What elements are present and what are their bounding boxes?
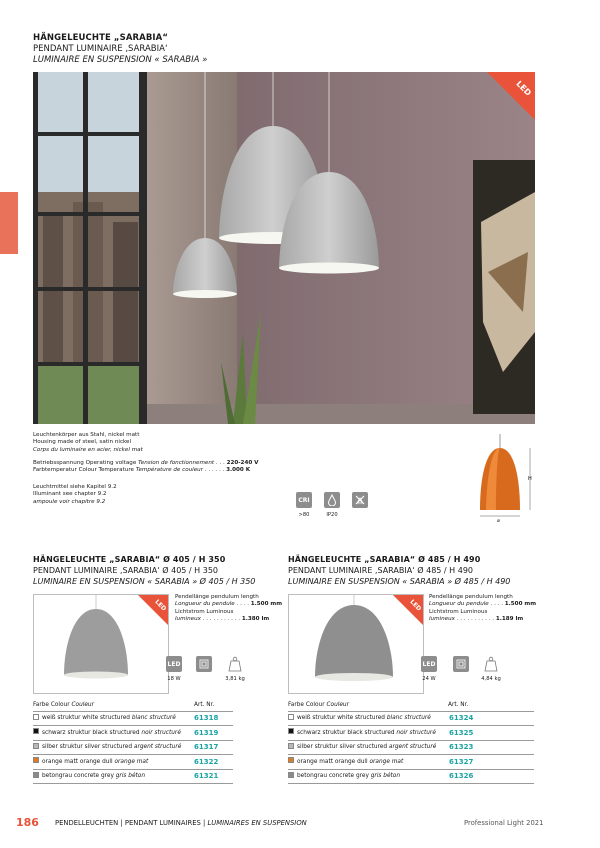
product2-pendel-de: Pendellänge pendulum length <box>429 594 513 600</box>
bulb-info <box>33 484 117 506</box>
bulb-de: Leuchtmittel siehe Kapitel 9.2 <box>33 484 117 490</box>
hero-photo <box>33 72 535 424</box>
product1-title-fr: LUMINAIRE EN SUSPENSION « SARABIA » Ø 405 / H 350 <box>33 577 256 586</box>
article-number: 61324 <box>449 714 474 722</box>
colour-label-fr: argent structuré <box>388 744 437 750</box>
row-divider <box>33 754 233 755</box>
colour-swatch <box>288 728 294 734</box>
page-title-fr: LUMINAIRE EN SUSPENSION « SARABIA » <box>33 55 208 65</box>
product2-weight: 4,84 kg <box>481 676 501 682</box>
row-divider <box>33 783 233 784</box>
voltage-line: Betriebsspannung Operating voltage Tension de fonctionnement . . . 220-240 V <box>33 460 259 466</box>
colour-label-fr: blanc structuré <box>386 715 431 721</box>
colour-label: orange matt orange dull <box>297 758 370 765</box>
colour-row <box>288 757 403 767</box>
article-number: 61319 <box>194 728 219 737</box>
footer-section: PENDELLEUCHTEN | PENDANT LUMINAIRES | LUMINAIRES EN SUSPENSION <box>55 819 307 827</box>
product2-title-fr: LUMINAIRE EN SUSPENSION « SARABIA » Ø 485 / H 490 <box>288 577 511 586</box>
article-number: 61321 <box>194 772 219 780</box>
product1-lumen-de: Lichtstrom Luminous <box>175 608 234 615</box>
colour-label-fr: gris béton <box>115 773 146 779</box>
row-divider <box>288 740 534 741</box>
product1-pendel-de: Pendellänge pendulum length <box>175 594 259 600</box>
page-title-en: PENDANT LUMINAIRE ‚SARABIA‘ <box>33 44 168 54</box>
product2-led-badge: LED <box>393 595 423 625</box>
colour-row <box>33 771 145 781</box>
row-divider <box>288 754 534 755</box>
product2-lumen-de: Lichtstrom Luminous <box>429 608 488 615</box>
colour-swatch <box>288 757 294 763</box>
product1-image <box>33 594 169 694</box>
product1-specs <box>175 594 282 624</box>
product1-artnr-header: Art. Nr. <box>194 702 215 708</box>
product1-weight: 3,81 kg <box>225 676 245 682</box>
product1-colour-header: Farbe Colour Couleur <box>33 702 94 708</box>
colour-row <box>33 713 176 723</box>
footer-catalog: Professional Light 2021 <box>464 819 544 827</box>
housing-en: Housing made of steel, satin nickel <box>33 439 132 446</box>
product1-watt: 18 W <box>167 676 181 682</box>
colour-label: silber struktur silver structured <box>42 744 134 750</box>
footer <box>0 816 600 836</box>
colour-row <box>288 713 431 723</box>
product1-title-en: PENDANT LUMINAIRE ‚SARABIA‘ Ø 405 / H 350 <box>33 566 218 575</box>
article-number: 61323 <box>449 743 474 751</box>
product1-title-de: HÄNGELEUCHTE „SARABIA“ Ø 405 / H 350 <box>33 555 226 564</box>
colour-temp-line: Farbtemperatur Colour Temperature Température de couleur . . . . . . 3.000 K <box>33 467 251 474</box>
product2-title-en: PENDANT LUMINAIRE ‚SARABIA‘ Ø 485 / H 490 <box>288 566 473 575</box>
row-divider <box>33 769 233 770</box>
article-number: 61317 <box>194 743 219 751</box>
product1-lumen: lumineux . . . . . . . . . . . 1.380 lm <box>175 616 270 623</box>
colour-label: weiß struktur white structured <box>42 715 132 721</box>
colour-label-fr: orange mat <box>369 758 404 765</box>
colour-row <box>33 742 181 752</box>
height-label: H <box>528 476 532 482</box>
product2-specs <box>429 594 536 624</box>
colour-label: weiß struktur white structured <box>297 715 387 721</box>
product2-colour-header: Farbe Colour Couleur <box>288 702 349 708</box>
product1-class-icon <box>196 656 212 672</box>
colour-label-fr: noir structuré <box>396 729 436 736</box>
product2-watt: 24 W <box>422 676 436 682</box>
colour-row <box>288 728 436 738</box>
colour-swatch <box>288 772 294 778</box>
colour-label-fr: noir structuré <box>141 729 181 736</box>
bulb-fr: ampoule voir chapitre 9.2 <box>33 498 106 505</box>
product1-weight-icon <box>228 656 242 676</box>
colour-swatch <box>288 743 294 749</box>
housing-fr: Corps du luminaire en acier, nickel mat <box>33 446 143 453</box>
colour-label-fr: gris béton <box>370 773 401 779</box>
cri-value: >80 <box>298 512 310 518</box>
colour-label-fr: orange mat <box>114 758 149 765</box>
colour-swatch <box>288 714 294 720</box>
page-title-de: HÄNGELEUCHTE „SARABIA“ <box>33 33 169 43</box>
colour-swatch <box>33 728 39 734</box>
colour-swatch <box>33 714 39 720</box>
article-number: 61325 <box>449 728 474 737</box>
diameter-label: ⌀ <box>497 518 501 524</box>
product2-image <box>288 594 424 694</box>
article-number: 61322 <box>194 757 219 766</box>
article-number: 61326 <box>449 772 474 780</box>
colour-label: schwarz struktur black structured <box>297 729 397 736</box>
product2-class-icon <box>453 656 469 672</box>
row-divider <box>288 783 534 784</box>
product1-led-icon: LED <box>166 656 182 672</box>
colour-label: silber struktur silver structured <box>297 744 389 750</box>
chapter-tab <box>0 192 18 254</box>
colour-label: betongrau concrete grey <box>42 773 116 779</box>
ip20-drop-icon <box>324 492 340 508</box>
row-divider <box>288 725 534 726</box>
colour-label-fr: argent structuré <box>133 744 182 750</box>
product1-pendel: Longueur du pendule . . . . 1.500 mm <box>175 601 283 608</box>
cri-icon: CRI <box>296 492 312 508</box>
bulb-en: Illuminant see chapter 9.2 <box>33 491 107 498</box>
article-number: 61327 <box>449 757 474 766</box>
housing-de: Leuchtenkörper aus Stahl, nickel matt <box>33 432 140 438</box>
product2-lumen: lumineux . . . . . . . . . . . 1.189 lm <box>429 616 524 623</box>
ip-value: IP20 <box>326 512 338 518</box>
dimension-drawing <box>470 434 550 524</box>
page-number: 186 <box>16 816 39 829</box>
electrical-specs <box>33 460 259 475</box>
colour-row <box>33 728 181 738</box>
article-number: 61318 <box>194 714 219 722</box>
row-divider <box>33 740 233 741</box>
colour-label: orange matt orange dull <box>42 758 115 765</box>
no-dimming-icon <box>352 492 368 508</box>
colour-swatch <box>33 743 39 749</box>
product2-title-de: HÄNGELEUCHTE „SARABIA“ Ø 485 / H 490 <box>288 555 481 564</box>
colour-label: schwarz struktur black structured <box>42 729 142 736</box>
colour-swatch <box>33 757 39 763</box>
colour-row <box>288 742 436 752</box>
colour-label-fr: blanc structuré <box>131 715 176 721</box>
product1-led-badge: LED <box>138 595 168 625</box>
row-divider <box>288 769 534 770</box>
colour-row <box>288 771 400 781</box>
colour-row <box>33 757 148 767</box>
row-divider <box>33 725 233 726</box>
housing-text <box>33 432 143 454</box>
product2-weight-icon <box>484 656 498 676</box>
hero-illustration <box>33 72 535 424</box>
colour-label: betongrau concrete grey <box>297 773 371 779</box>
colour-swatch <box>33 772 39 778</box>
product2-led-icon: LED <box>421 656 437 672</box>
product2-artnr-header: Art. Nr. <box>448 702 469 708</box>
product2-pendel: Longueur du pendule . . . . 1.500 mm <box>429 601 537 608</box>
led-badge: LED <box>487 72 535 120</box>
